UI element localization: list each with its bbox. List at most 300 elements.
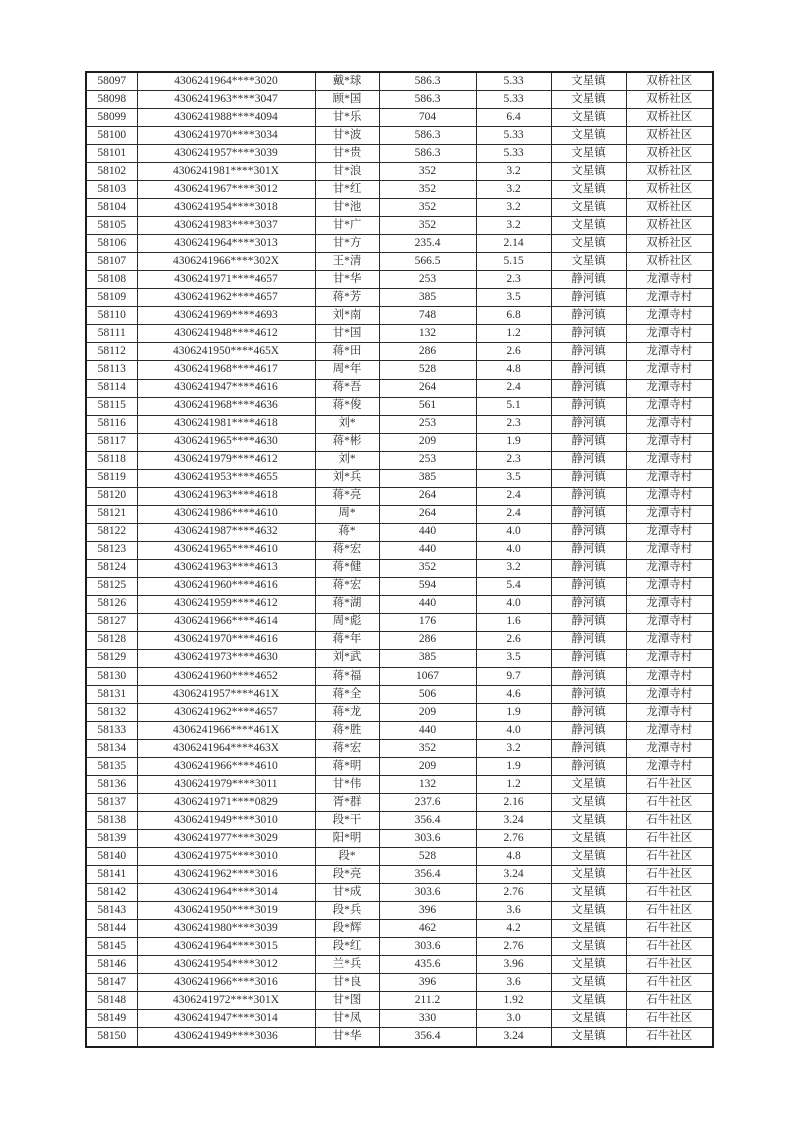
cell-rate: 2.76: [476, 829, 551, 847]
table-row: [86, 865, 713, 883]
cell-seq: 58102: [86, 163, 137, 181]
cell-amount: 209: [379, 433, 476, 451]
table-row: [86, 956, 713, 974]
cell-name: 刘*武: [315, 649, 379, 667]
table-row: [86, 163, 713, 181]
table-row: [86, 1010, 713, 1028]
cell-rate: 2.76: [476, 937, 551, 955]
cell-name: 周*年: [315, 361, 379, 379]
cell-amount: 435.6: [379, 956, 476, 974]
cell-id-number: 4306241949****3036: [137, 1028, 315, 1047]
cell-id-number: 4306241954****3012: [137, 956, 315, 974]
cell-village: 龙潭寺村: [626, 613, 713, 631]
cell-seq: 58099: [86, 109, 137, 127]
cell-name: 甘*波: [315, 127, 379, 145]
cell-rate: 3.2: [476, 739, 551, 757]
cell-id-number: 4306241966****4610: [137, 757, 315, 775]
cell-rate: 3.2: [476, 181, 551, 199]
cell-id-number: 4306241969****4693: [137, 307, 315, 325]
cell-seq: 58111: [86, 325, 137, 343]
cell-id-number: 4306241966****302X: [137, 253, 315, 271]
cell-rate: 6.4: [476, 109, 551, 127]
cell-seq: 58103: [86, 181, 137, 199]
cell-amount: 704: [379, 109, 476, 127]
cell-town: 静河镇: [551, 559, 626, 577]
cell-id-number: 4306241963****4613: [137, 559, 315, 577]
cell-rate: 2.4: [476, 487, 551, 505]
cell-seq: 58115: [86, 397, 137, 415]
cell-id-number: 4306241964****3015: [137, 937, 315, 955]
cell-amount: 235.4: [379, 235, 476, 253]
cell-id-number: 4306241964****463X: [137, 739, 315, 757]
cell-village: 石牛社区: [626, 865, 713, 883]
cell-amount: 264: [379, 379, 476, 397]
table-row: [86, 992, 713, 1010]
cell-id-number: 4306241988****4094: [137, 109, 315, 127]
cell-amount: 132: [379, 775, 476, 793]
table-row: [86, 361, 713, 379]
cell-seq: 58146: [86, 956, 137, 974]
cell-rate: 4.0: [476, 523, 551, 541]
cell-amount: 303.6: [379, 937, 476, 955]
cell-name: 蒋*田: [315, 343, 379, 361]
cell-amount: 440: [379, 721, 476, 739]
cell-seq: 58106: [86, 235, 137, 253]
cell-village: 双桥社区: [626, 199, 713, 217]
cell-rate: 1.9: [476, 703, 551, 721]
cell-seq: 58104: [86, 199, 137, 217]
cell-rate: 2.6: [476, 343, 551, 361]
cell-rate: 5.4: [476, 577, 551, 595]
cell-amount: 748: [379, 307, 476, 325]
cell-village: 龙潭寺村: [626, 739, 713, 757]
cell-town: 文星镇: [551, 883, 626, 901]
table-row: [86, 127, 713, 145]
cell-name: 戴*球: [315, 72, 379, 91]
cell-amount: 352: [379, 217, 476, 235]
cell-town: 文星镇: [551, 937, 626, 955]
cell-name: 蒋*龙: [315, 703, 379, 721]
cell-name: 蒋*福: [315, 667, 379, 685]
cell-rate: 3.24: [476, 811, 551, 829]
table-row: [86, 541, 713, 559]
benefit-roster-table: [85, 71, 714, 1048]
cell-name: 段*亮: [315, 865, 379, 883]
cell-name: 甘*图: [315, 992, 379, 1010]
cell-id-number: 4306241949****3010: [137, 811, 315, 829]
cell-seq: 58137: [86, 793, 137, 811]
cell-name: 甘*凤: [315, 1010, 379, 1028]
cell-id-number: 4306241977****3029: [137, 829, 315, 847]
table-row: [86, 217, 713, 235]
cell-id-number: 4306241950****465X: [137, 343, 315, 361]
cell-seq: 58134: [86, 739, 137, 757]
cell-village: 石牛社区: [626, 919, 713, 937]
cell-name: 刘*兵: [315, 469, 379, 487]
cell-rate: 2.6: [476, 631, 551, 649]
cell-seq: 58118: [86, 451, 137, 469]
cell-seq: 58101: [86, 145, 137, 163]
cell-name: 刘*: [315, 415, 379, 433]
cell-id-number: 4306241981****4618: [137, 415, 315, 433]
cell-amount: 264: [379, 487, 476, 505]
cell-seq: 58145: [86, 937, 137, 955]
cell-name: 甘*伟: [315, 775, 379, 793]
table-row: [86, 379, 713, 397]
cell-amount: 209: [379, 757, 476, 775]
cell-rate: 2.3: [476, 271, 551, 289]
cell-id-number: 4306241960****4616: [137, 577, 315, 595]
cell-village: 龙潭寺村: [626, 361, 713, 379]
cell-seq: 58132: [86, 703, 137, 721]
cell-seq: 58123: [86, 541, 137, 559]
cell-town: 文星镇: [551, 847, 626, 865]
table-row: [86, 721, 713, 739]
cell-id-number: 4306241948****4612: [137, 325, 315, 343]
table-row: [86, 325, 713, 343]
cell-id-number: 4306241963****4618: [137, 487, 315, 505]
cell-town: 静河镇: [551, 415, 626, 433]
table-row: [86, 757, 713, 775]
cell-amount: 385: [379, 469, 476, 487]
cell-town: 文星镇: [551, 974, 626, 992]
cell-name: 蒋*芳: [315, 289, 379, 307]
cell-rate: 6.8: [476, 307, 551, 325]
table-row: [86, 739, 713, 757]
cell-seq: 58105: [86, 217, 137, 235]
cell-rate: 5.33: [476, 127, 551, 145]
cell-town: 静河镇: [551, 757, 626, 775]
cell-seq: 58121: [86, 505, 137, 523]
cell-id-number: 4306241954****3018: [137, 199, 315, 217]
cell-name: 蒋*全: [315, 685, 379, 703]
cell-rate: 3.6: [476, 901, 551, 919]
cell-id-number: 4306241964****3020: [137, 72, 315, 91]
cell-name: 甘*池: [315, 199, 379, 217]
table-row: [86, 631, 713, 649]
cell-name: 王*清: [315, 253, 379, 271]
cell-town: 文星镇: [551, 145, 626, 163]
cell-amount: 528: [379, 361, 476, 379]
cell-rate: 3.96: [476, 956, 551, 974]
cell-village: 龙潭寺村: [626, 685, 713, 703]
cell-rate: 2.4: [476, 379, 551, 397]
cell-rate: 3.5: [476, 289, 551, 307]
cell-rate: 2.4: [476, 505, 551, 523]
cell-rate: 3.6: [476, 974, 551, 992]
cell-town: 静河镇: [551, 505, 626, 523]
cell-rate: 4.8: [476, 847, 551, 865]
cell-rate: 3.24: [476, 865, 551, 883]
cell-town: 文星镇: [551, 919, 626, 937]
cell-id-number: 4306241968****4636: [137, 397, 315, 415]
table-row: [86, 289, 713, 307]
cell-village: 石牛社区: [626, 883, 713, 901]
cell-amount: 586.3: [379, 72, 476, 91]
cell-seq: 58147: [86, 974, 137, 992]
cell-town: 文星镇: [551, 199, 626, 217]
cell-town: 静河镇: [551, 685, 626, 703]
table-row: [86, 667, 713, 685]
cell-village: 龙潭寺村: [626, 415, 713, 433]
cell-amount: 286: [379, 631, 476, 649]
cell-town: 静河镇: [551, 649, 626, 667]
cell-name: 甘*华: [315, 1028, 379, 1047]
table-row: [86, 811, 713, 829]
cell-seq: 58150: [86, 1028, 137, 1047]
table-row: [86, 109, 713, 127]
cell-seq: 58122: [86, 523, 137, 541]
cell-amount: 586.3: [379, 127, 476, 145]
cell-seq: 58125: [86, 577, 137, 595]
cell-name: 甘*广: [315, 217, 379, 235]
cell-town: 静河镇: [551, 289, 626, 307]
cell-id-number: 4306241970****3034: [137, 127, 315, 145]
cell-rate: 5.1: [476, 397, 551, 415]
cell-amount: 356.4: [379, 1028, 476, 1047]
cell-village: 龙潭寺村: [626, 703, 713, 721]
cell-town: 静河镇: [551, 721, 626, 739]
cell-seq: 58128: [86, 631, 137, 649]
cell-village: 石牛社区: [626, 1010, 713, 1028]
table-row: [86, 91, 713, 109]
cell-town: 文星镇: [551, 865, 626, 883]
cell-name: 阳*明: [315, 829, 379, 847]
cell-id-number: 4306241966****3016: [137, 974, 315, 992]
cell-rate: 4.0: [476, 595, 551, 613]
cell-amount: 356.4: [379, 865, 476, 883]
cell-id-number: 4306241966****4614: [137, 613, 315, 631]
cell-id-number: 4306241972****301X: [137, 992, 315, 1010]
cell-name: 兰*兵: [315, 956, 379, 974]
cell-id-number: 4306241979****4612: [137, 451, 315, 469]
cell-village: 石牛社区: [626, 956, 713, 974]
cell-town: 静河镇: [551, 379, 626, 397]
cell-id-number: 4306241957****3039: [137, 145, 315, 163]
cell-town: 静河镇: [551, 361, 626, 379]
cell-seq: 58110: [86, 307, 137, 325]
cell-seq: 58143: [86, 901, 137, 919]
cell-amount: 528: [379, 847, 476, 865]
cell-village: 石牛社区: [626, 847, 713, 865]
cell-village: 石牛社区: [626, 775, 713, 793]
table-row: [86, 343, 713, 361]
cell-name: 蒋*彬: [315, 433, 379, 451]
cell-town: 静河镇: [551, 523, 626, 541]
table-row: [86, 235, 713, 253]
cell-seq: 58136: [86, 775, 137, 793]
cell-amount: 264: [379, 505, 476, 523]
cell-seq: 58149: [86, 1010, 137, 1028]
cell-village: 龙潭寺村: [626, 541, 713, 559]
cell-amount: 253: [379, 271, 476, 289]
cell-town: 文星镇: [551, 829, 626, 847]
cell-town: 文星镇: [551, 992, 626, 1010]
cell-name: 甘*方: [315, 235, 379, 253]
cell-village: 龙潭寺村: [626, 379, 713, 397]
cell-rate: 1.6: [476, 613, 551, 631]
cell-village: 双桥社区: [626, 253, 713, 271]
table-row: [86, 523, 713, 541]
cell-seq: 58108: [86, 271, 137, 289]
cell-amount: 303.6: [379, 829, 476, 847]
cell-village: 石牛社区: [626, 811, 713, 829]
cell-seq: 58116: [86, 415, 137, 433]
cell-village: 双桥社区: [626, 181, 713, 199]
cell-amount: 330: [379, 1010, 476, 1028]
cell-seq: 58109: [86, 289, 137, 307]
table-row: [86, 415, 713, 433]
cell-town: 静河镇: [551, 667, 626, 685]
cell-town: 文星镇: [551, 253, 626, 271]
cell-id-number: 4306241980****3039: [137, 919, 315, 937]
cell-name: 蒋*健: [315, 559, 379, 577]
cell-seq: 58139: [86, 829, 137, 847]
cell-seq: 58107: [86, 253, 137, 271]
cell-id-number: 4306241950****3019: [137, 901, 315, 919]
cell-seq: 58112: [86, 343, 137, 361]
cell-amount: 462: [379, 919, 476, 937]
cell-id-number: 4306241953****4655: [137, 469, 315, 487]
cell-amount: 132: [379, 325, 476, 343]
cell-id-number: 4306241987****4632: [137, 523, 315, 541]
table-row: [86, 72, 713, 91]
cell-rate: 2.16: [476, 793, 551, 811]
cell-id-number: 4306241965****4610: [137, 541, 315, 559]
cell-rate: 1.9: [476, 757, 551, 775]
cell-town: 文星镇: [551, 811, 626, 829]
cell-seq: 58130: [86, 667, 137, 685]
cell-village: 双桥社区: [626, 163, 713, 181]
cell-rate: 9.7: [476, 667, 551, 685]
cell-seq: 58142: [86, 883, 137, 901]
cell-rate: 4.0: [476, 541, 551, 559]
table-row: [86, 775, 713, 793]
cell-name: 甘*国: [315, 325, 379, 343]
cell-town: 静河镇: [551, 325, 626, 343]
cell-seq: 58127: [86, 613, 137, 631]
cell-seq: 58098: [86, 91, 137, 109]
cell-amount: 286: [379, 343, 476, 361]
cell-town: 文星镇: [551, 235, 626, 253]
table-row: [86, 919, 713, 937]
table-row: [86, 271, 713, 289]
cell-name: 甘*浪: [315, 163, 379, 181]
table-row: [86, 397, 713, 415]
cell-town: 文星镇: [551, 775, 626, 793]
cell-rate: 3.24: [476, 1028, 551, 1047]
table-row: [86, 559, 713, 577]
cell-village: 龙潭寺村: [626, 631, 713, 649]
cell-village: 双桥社区: [626, 217, 713, 235]
table-row: [86, 253, 713, 271]
cell-seq: 58129: [86, 649, 137, 667]
cell-town: 文星镇: [551, 1010, 626, 1028]
cell-village: 双桥社区: [626, 109, 713, 127]
cell-town: 静河镇: [551, 541, 626, 559]
table-row: [86, 451, 713, 469]
cell-village: 龙潭寺村: [626, 289, 713, 307]
cell-town: 静河镇: [551, 739, 626, 757]
cell-amount: 352: [379, 559, 476, 577]
cell-village: 石牛社区: [626, 901, 713, 919]
cell-id-number: 4306241967****3012: [137, 181, 315, 199]
cell-name: 蒋*俊: [315, 397, 379, 415]
cell-amount: 352: [379, 163, 476, 181]
cell-village: 龙潭寺村: [626, 667, 713, 685]
cell-rate: 2.76: [476, 883, 551, 901]
cell-town: 静河镇: [551, 703, 626, 721]
cell-rate: 3.5: [476, 649, 551, 667]
cell-village: 龙潭寺村: [626, 325, 713, 343]
table-row: [86, 505, 713, 523]
table-row: [86, 577, 713, 595]
cell-rate: 4.6: [476, 685, 551, 703]
table-row: [86, 901, 713, 919]
cell-village: 龙潭寺村: [626, 487, 713, 505]
cell-amount: 352: [379, 199, 476, 217]
cell-name: 甘*成: [315, 883, 379, 901]
cell-rate: 4.2: [476, 919, 551, 937]
table-row: [86, 703, 713, 721]
cell-village: 双桥社区: [626, 72, 713, 91]
cell-name: 蒋*年: [315, 631, 379, 649]
cell-id-number: 4306241975****3010: [137, 847, 315, 865]
cell-village: 龙潭寺村: [626, 433, 713, 451]
cell-id-number: 4306241970****4616: [137, 631, 315, 649]
cell-id-number: 4306241971****4657: [137, 271, 315, 289]
table-row: [86, 793, 713, 811]
table-row: [86, 145, 713, 163]
cell-name: 蒋*吾: [315, 379, 379, 397]
cell-name: 段*红: [315, 937, 379, 955]
cell-amount: 594: [379, 577, 476, 595]
cell-town: 文星镇: [551, 109, 626, 127]
cell-seq: 58131: [86, 685, 137, 703]
cell-village: 石牛社区: [626, 793, 713, 811]
cell-seq: 58126: [86, 595, 137, 613]
cell-amount: 586.3: [379, 91, 476, 109]
cell-town: 静河镇: [551, 397, 626, 415]
cell-seq: 58144: [86, 919, 137, 937]
cell-village: 双桥社区: [626, 145, 713, 163]
table-row: [86, 181, 713, 199]
cell-id-number: 4306241964****3013: [137, 235, 315, 253]
cell-town: 静河镇: [551, 487, 626, 505]
cell-amount: 385: [379, 289, 476, 307]
cell-town: 文星镇: [551, 181, 626, 199]
cell-rate: 2.3: [476, 415, 551, 433]
cell-id-number: 4306241947****4616: [137, 379, 315, 397]
cell-amount: 440: [379, 541, 476, 559]
cell-name: 周*: [315, 505, 379, 523]
cell-village: 龙潭寺村: [626, 505, 713, 523]
cell-town: 静河镇: [551, 343, 626, 361]
cell-id-number: 4306241957****461X: [137, 685, 315, 703]
cell-village: 石牛社区: [626, 937, 713, 955]
cell-id-number: 4306241962****3016: [137, 865, 315, 883]
cell-amount: 1067: [379, 667, 476, 685]
cell-village: 石牛社区: [626, 974, 713, 992]
cell-town: 文星镇: [551, 163, 626, 181]
table-row: [86, 595, 713, 613]
cell-amount: 385: [379, 649, 476, 667]
cell-amount: 561: [379, 397, 476, 415]
cell-town: 文星镇: [551, 793, 626, 811]
cell-name: 段*: [315, 847, 379, 865]
cell-amount: 209: [379, 703, 476, 721]
table-row: [86, 649, 713, 667]
